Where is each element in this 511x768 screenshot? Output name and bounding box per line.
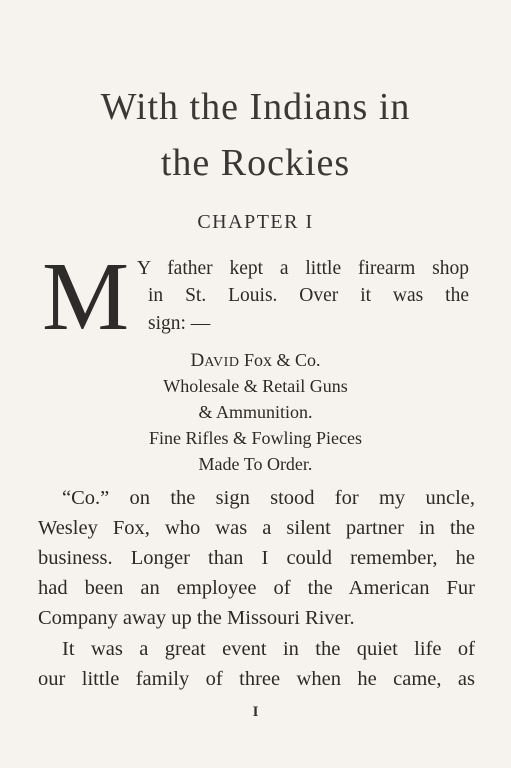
sign-line: Made To Order. xyxy=(198,454,313,474)
title-line-2: the Rockies xyxy=(160,142,351,184)
paragraph-line: It was a great event in the quiet life of xyxy=(62,638,475,660)
paragraph-line: business. Longer than I could remember, he xyxy=(38,547,475,569)
sign-line xyxy=(0,350,511,372)
sign-rest: Fox & Co. xyxy=(239,350,321,370)
intro-line: sign: — xyxy=(148,313,211,334)
sign-smallcaps: AVID xyxy=(204,355,240,370)
title-line-1: With the Indians in xyxy=(100,86,411,128)
paragraph-line: Wesley Fox, who was a silent partner in the xyxy=(38,517,475,539)
paragraph-line: our little family of three when he came, as xyxy=(38,668,475,690)
paragraph-line: Company away up the Missouri River. xyxy=(38,607,355,629)
intro-line: in St. Louis. Over it was the xyxy=(148,285,469,306)
sign-line: Fine Rifles & Fowling Pieces xyxy=(149,428,362,448)
chapter-heading: CHAPTER I xyxy=(197,211,314,233)
intro-line: Y father kept a little firearm shop xyxy=(137,258,469,279)
paragraph-line: “Co.” on the sign stood for my uncle, xyxy=(62,487,475,509)
sign-first-cap: D xyxy=(190,350,205,371)
drop-cap: M xyxy=(42,243,130,351)
paragraph-line: had been an employee of the American Fur xyxy=(38,577,475,599)
sign-line: & Ammunition. xyxy=(198,402,313,422)
page-number: I xyxy=(252,704,259,720)
sign-line: Wholesale & Retail Guns xyxy=(163,376,348,396)
